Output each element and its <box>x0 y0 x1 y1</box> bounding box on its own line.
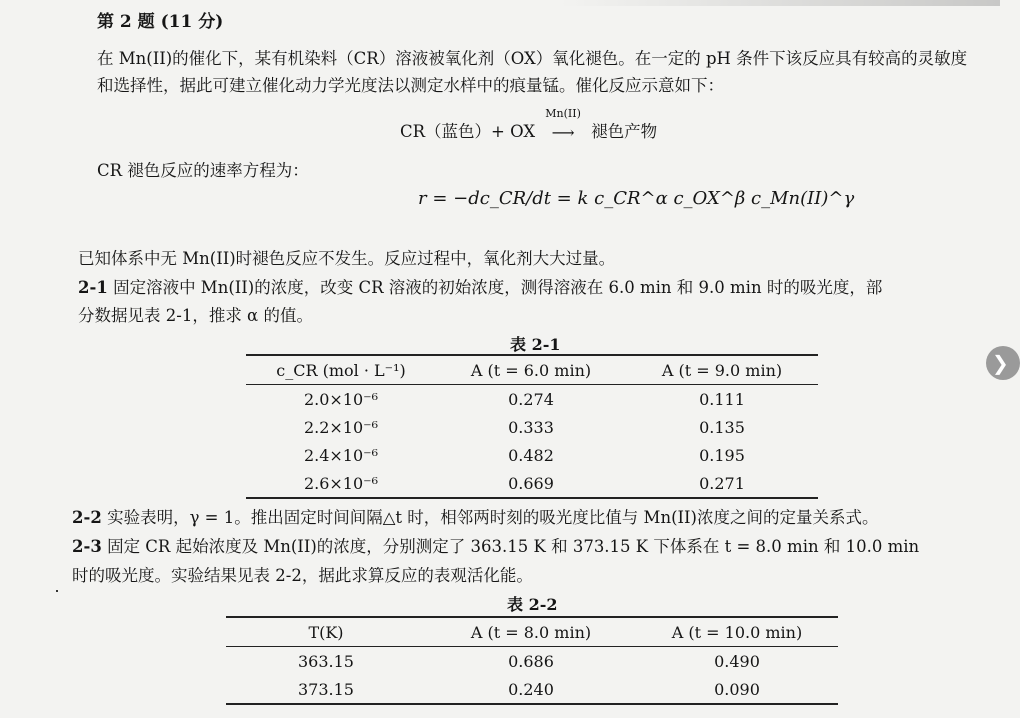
column-header: T(K) <box>226 617 426 647</box>
q2-3-text: 固定 CR 起始浓度及 Mn(II)的浓度，分别测定了 363.15 K 和 373.15 K 下体系在 t = 8.0 min 和 10.0 min <box>107 537 920 556</box>
q2-3-line2: 时的吸光度。实验结果见表 2-2，据此求算反应的表观活化能。 <box>72 566 533 585</box>
table-cell: 0.195 <box>699 445 745 465</box>
q2-3-number: 2-3 <box>72 537 102 556</box>
table-row <box>246 385 818 414</box>
scan-shadow <box>560 0 1000 6</box>
table-row <box>226 647 838 676</box>
q2-2-line <box>72 504 878 528</box>
table-cell: 0.669 <box>436 469 626 498</box>
table-cell: 363.15 <box>298 651 354 671</box>
reaction-scheme <box>400 107 658 142</box>
reaction-catalyst: Mn(II) <box>545 107 581 120</box>
table-cell: 0.274 <box>508 389 554 409</box>
column-header: c_CR (mol · L⁻¹) <box>246 355 436 385</box>
table-header-row <box>246 355 818 385</box>
table-row <box>246 441 818 469</box>
q2-3-line1 <box>72 533 919 557</box>
q2-2-number: 2-2 <box>72 508 102 527</box>
column-header: A (t = 6.0 min) <box>436 355 626 385</box>
table-cell: 0.271 <box>626 469 818 498</box>
table-cell: 0.090 <box>636 675 838 704</box>
table-cell: 0.240 <box>426 675 636 704</box>
question-title: 第 2 题 (11 分) <box>97 12 224 32</box>
chevron-right-icon: ❯ <box>992 351 1009 375</box>
table-cell: 0.135 <box>699 417 745 437</box>
table-row <box>226 675 838 704</box>
scan-speck <box>56 590 58 592</box>
table-cell: 0.686 <box>508 651 554 671</box>
table-cell: 2.4×10⁻⁶ <box>303 445 379 465</box>
table-2-1 <box>246 354 818 499</box>
table-row <box>246 413 818 441</box>
rate-intro: CR 褪色反应的速率方程为： <box>97 161 309 180</box>
table-cell: 0.490 <box>714 651 760 671</box>
q2-1-line2: 分数据见表 2-1，推求 α 的值。 <box>78 306 313 325</box>
q2-1-number: 2-1 <box>78 278 108 297</box>
table-cell: 0.333 <box>508 417 554 437</box>
reaction-reactants: CR（蓝色）+ OX <box>400 122 536 141</box>
next-page-button[interactable] <box>986 346 1020 380</box>
condition-note: 已知体系中无 Mn(II)时褪色反应不发生。反应过程中，氧化剂大大过量。 <box>78 249 616 268</box>
reaction-arrow <box>535 107 591 142</box>
table-header-row <box>226 617 838 647</box>
q2-1-text: 固定溶液中 Mn(II)的浓度，改变 CR 溶液的初始浓度，测得溶液在 6.0 min 和 9.0 min 时的吸光度，部 <box>113 278 883 297</box>
arrow-icon: ⟶ <box>551 123 575 142</box>
table-cell: 2.2×10⁻⁶ <box>303 417 379 437</box>
q2-1-line1 <box>78 274 882 298</box>
table-cell: 0.482 <box>508 445 554 465</box>
column-header: A (t = 9.0 min) <box>626 355 818 385</box>
q2-2-text: 实验表明，γ = 1。推出固定时间间隔△t 时，相邻两时刻的吸光度比值与 Mn(II)浓度之间的定量关系式。 <box>107 508 879 527</box>
table-row <box>246 469 818 498</box>
reaction-products: 褪色产物 <box>591 122 658 141</box>
table-cell: 2.0×10⁻⁶ <box>303 389 379 409</box>
column-header: A (t = 8.0 min) <box>426 617 636 647</box>
table1-caption: 表 2-1 <box>510 335 561 354</box>
table-cell: 0.111 <box>699 389 745 409</box>
table-cell: 373.15 <box>226 675 426 704</box>
column-header: A (t = 10.0 min) <box>636 617 838 647</box>
table-cell: 2.6×10⁻⁶ <box>246 469 436 498</box>
intro-paragraph: 在 Mn(II)的催化下，某有机染料（CR）溶液被氧化剂（OX）氧化褪色。在一定的 pH 条件下该反应具有较高的灵敏度和选择性，据此可建立催化动力学光度法以测定水样中的痕量锰。催化反应示意如下： <box>97 49 968 95</box>
rate-equation: r = −dc_CR/dt = k c_CR^α c_OX^β c_Mn(II)^γ <box>418 188 855 209</box>
table2-caption: 表 2-2 <box>507 595 558 614</box>
table-2-2 <box>226 616 838 705</box>
